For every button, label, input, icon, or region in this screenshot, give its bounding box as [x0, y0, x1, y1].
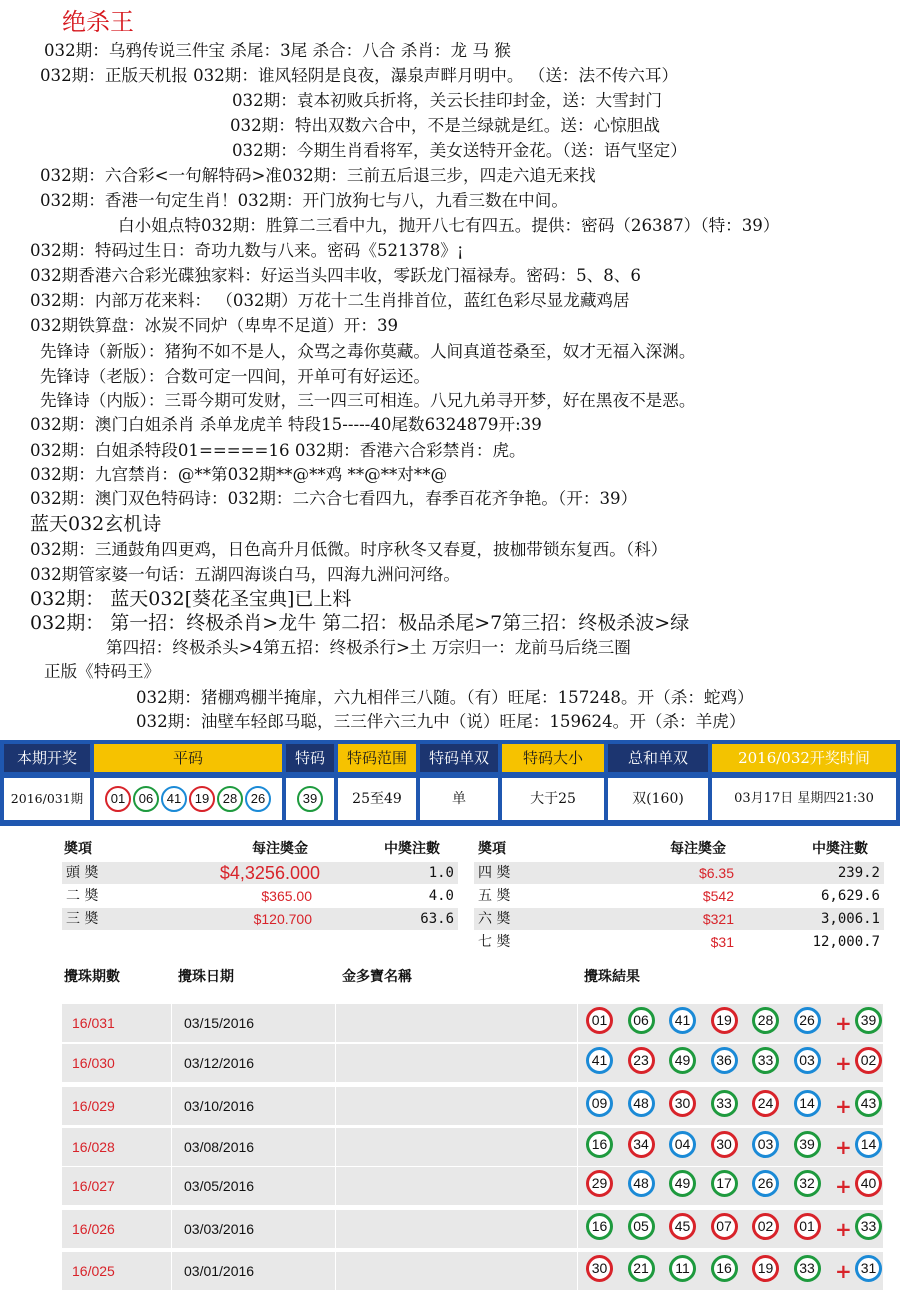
history-date-cell: [172, 1252, 336, 1290]
history-head-date: 攪珠日期: [178, 969, 234, 985]
history-name-cell: [336, 1004, 578, 1042]
result-ball: 30: [711, 1131, 738, 1158]
prize-head-amount: 每注奬金: [670, 841, 726, 857]
history-name-cell: [336, 1167, 578, 1205]
history-date-cell: [172, 1210, 336, 1248]
history-row: [62, 1128, 884, 1166]
result-ball: 26: [794, 1007, 821, 1034]
result-ball: 30: [586, 1255, 613, 1282]
history-result-cell: [578, 1167, 884, 1205]
text-line: 032期：三通鼓角四更鸡，日色高升月低微。时序秋冬又春夏，披枷带锁东复西。（科）: [30, 540, 668, 559]
result-ball: 36: [711, 1047, 738, 1074]
text-line: 032期：香港一句定生肖！032期：开门放狗七与八，九看三数在中间。: [40, 191, 568, 210]
result-ball: 19: [711, 1007, 738, 1034]
prize-count: 63.6: [420, 911, 454, 927]
plus-sign: +: [835, 1011, 852, 1035]
ball: 28: [217, 786, 243, 812]
prize-row: [474, 885, 884, 907]
result-ball: 48: [628, 1170, 655, 1197]
plus-sign: +: [835, 1094, 852, 1118]
result-ball: 49: [669, 1047, 696, 1074]
text-line: 032期： 第一招：终极杀肖>龙牛 第二招：极品杀尾>7第三招：终极杀波>绿: [30, 612, 690, 634]
history-row: [62, 1167, 884, 1205]
prize-amount: $321: [702, 911, 734, 927]
text-line: 先锋诗（新版）：猪狗不如不是人，众骂之毒你莫藏。人间真道苍桑至，奴才无福入深渊。: [40, 342, 696, 361]
result-ball: 39: [794, 1131, 821, 1158]
history-name-cell: [336, 1128, 578, 1166]
result-ball: 11: [669, 1255, 696, 1282]
result-ball: 49: [669, 1170, 696, 1197]
text-line: 蓝天032玄机诗: [30, 513, 162, 535]
text-line: 032期：澳门双色特码诗：032期：二六合七看四九，春季百花齐争艳。（开：39）: [30, 489, 638, 508]
plus-sign: +: [835, 1174, 852, 1198]
draw-sum: 双(160): [608, 778, 708, 820]
prize-head-name: 奬項: [478, 841, 506, 857]
ball: 41: [161, 786, 187, 812]
result-special-ball: 39: [855, 1007, 882, 1034]
result-ball: 30: [669, 1090, 696, 1117]
result-ball: 41: [586, 1047, 613, 1074]
history-head-result: 攪珠結果: [584, 969, 640, 985]
result-ball: 45: [669, 1213, 696, 1240]
text-line: 032期：白姐杀特段01=====16 032期：香港六合彩禁肖：虎。: [30, 441, 526, 460]
prize-amount: $4,3256.000: [219, 863, 320, 883]
text-line: 032期：澳门白姐杀肖 杀单龙虎羊 特段15-----40尾数6324879开:39: [30, 415, 542, 434]
result-ball: 16: [711, 1255, 738, 1282]
result-ball: 33: [711, 1090, 738, 1117]
prize-amount: $120.700: [253, 911, 312, 927]
prize-head-amount: 每注奬金: [252, 841, 308, 857]
result-ball: 48: [628, 1090, 655, 1117]
history-period: 16/031: [72, 1015, 115, 1031]
result-ball: 34: [628, 1131, 655, 1158]
history-period-cell: [62, 1044, 172, 1082]
prize-name: 三 奬: [66, 911, 99, 927]
result-ball: 17: [711, 1170, 738, 1197]
prize-table-right: [474, 838, 884, 958]
result-ball: 23: [628, 1047, 655, 1074]
history-date-cell: [172, 1004, 336, 1042]
text-line: 032期：内部万花来料： （032期）万花十二生肖排首位，蓝红色彩尽显龙藏鸡居: [30, 291, 630, 310]
prize-count: 1.0: [428, 865, 454, 881]
prize-amount: $542: [702, 888, 734, 904]
prize-name: 七 奬: [478, 934, 511, 950]
plus-sign: +: [835, 1259, 852, 1283]
text-line: 032期：乌鸦传说三件宝 杀尾：3尾 杀合：八合 杀肖：龙 马 猴: [44, 41, 511, 60]
prize-count: 3,006.1: [820, 911, 880, 927]
draw-period: 2016/031期: [4, 778, 90, 820]
text-line: 032期：今期生肖看将军，美女送特开金花。（送：语气坚定）: [232, 141, 687, 160]
history-period-cell: [62, 1252, 172, 1290]
history-result-cell: [578, 1004, 884, 1042]
text-line: 032期：油壁车轻郎马聪，三三伴六三九中（说）旺尾：159624。开（杀：羊虎）: [136, 712, 746, 731]
result-ball: 26: [752, 1170, 779, 1197]
history-row: [62, 1087, 884, 1125]
prize-name: 頭 奬: [66, 865, 99, 881]
prize-row: [62, 862, 458, 884]
history-name-cell: [336, 1044, 578, 1082]
history-period-cell: [62, 1128, 172, 1166]
text-line: 白小姐点特032期：胜算二三看中九，抛开八七有四五。提供：密码（26387）（特：39）: [118, 216, 780, 235]
history-period: 16/029: [72, 1098, 115, 1114]
header-odd-even: 特码单双: [420, 744, 498, 772]
result-ball: 16: [586, 1131, 613, 1158]
prize-amount: $31: [710, 934, 734, 950]
result-ball: 03: [794, 1047, 821, 1074]
text-line: 正版《特码王》: [44, 662, 161, 681]
result-special-ball: 02: [855, 1047, 882, 1074]
prize-count: 4.0: [428, 888, 454, 904]
history-name-cell: [336, 1252, 578, 1290]
text-line: 先锋诗（老版）：合数可定一四间，开单可有好运还。: [40, 367, 430, 386]
text-line: 032期铁算盘：冰炭不同炉（卑卑不足道）开：39: [30, 316, 399, 335]
result-ball: 33: [752, 1047, 779, 1074]
prize-head-count: 中奬注數: [812, 841, 868, 857]
history-head-name: 金多寶名稱: [342, 969, 412, 985]
result-ball: 33: [794, 1255, 821, 1282]
history-date: 03/08/2016: [184, 1139, 255, 1155]
prize-row: [62, 885, 458, 907]
text-line: 032期：九宫禁肖：@**第032期**@**鸡 **@**对**@: [30, 465, 448, 484]
current-draw-table: [0, 740, 900, 826]
prize-name: 六 奬: [478, 911, 511, 927]
history-date-cell: [172, 1044, 336, 1082]
prize-row: [474, 862, 884, 884]
result-special-ball: 14: [855, 1131, 882, 1158]
result-ball: 28: [752, 1007, 779, 1034]
header-sum: 总和单双: [608, 744, 708, 772]
prize-name: 四 奬: [478, 865, 511, 881]
result-ball: 32: [794, 1170, 821, 1197]
history-date: 03/15/2016: [184, 1015, 255, 1031]
result-special-ball: 43: [855, 1090, 882, 1117]
history-name-cell: [336, 1087, 578, 1125]
history-row: [62, 1210, 884, 1248]
text-line: 032期：正版天机报 032期：谁风轻阴是良夜，瀑泉声畔月明中。 （送：法不传六耳）: [40, 66, 679, 85]
result-ball: 07: [711, 1213, 738, 1240]
prize-table-left: [62, 838, 458, 934]
draw-odd-even: 单: [420, 778, 498, 820]
plus-sign: +: [835, 1217, 852, 1241]
history-date-cell: [172, 1087, 336, 1125]
history-period: 16/025: [72, 1263, 115, 1279]
draw-size: 大于25: [502, 778, 604, 820]
result-ball: 03: [752, 1131, 779, 1158]
result-ball: 01: [586, 1007, 613, 1034]
header-current-draw: 本期开奖: [4, 744, 90, 772]
special-ball: 39: [297, 786, 323, 812]
prize-count: 6,629.6: [820, 888, 880, 904]
result-ball: 09: [586, 1090, 613, 1117]
prize-row: [474, 908, 884, 930]
history-date-cell: [172, 1128, 336, 1166]
text-line: 第四招：终极杀头>4第五招：终极杀行>土 万宗归一：龙前马后绕三圈: [106, 638, 631, 657]
history-period: 16/028: [72, 1139, 115, 1155]
result-ball: 02: [752, 1213, 779, 1240]
result-ball: 05: [628, 1213, 655, 1240]
header-special: 特码: [286, 744, 334, 772]
ball: 19: [189, 786, 215, 812]
history-period-cell: [62, 1087, 172, 1125]
draw-special-ball: [286, 778, 334, 820]
text-line: 032期：猪棚鸡棚半掩扉，六九相伴三八随。（有）旺尾：157248。开（杀：蛇鸡）: [136, 688, 754, 707]
prize-amount: $365.00: [261, 888, 312, 904]
draw-range: 25至49: [338, 778, 416, 820]
text-line: 先锋诗（内版）：三哥今期可发财，三一四三可相连。八兄九弟寻开梦，好在黑夜不是恶。: [40, 391, 696, 410]
history-date: 03/01/2016: [184, 1263, 255, 1279]
header-time: 2016/032开奖时间: [712, 744, 896, 772]
history-date: 03/12/2016: [184, 1055, 255, 1071]
result-ball: 01: [794, 1213, 821, 1240]
result-ball: 14: [794, 1090, 821, 1117]
page-title: 绝杀王: [62, 8, 134, 36]
prize-head-name: 奬項: [64, 841, 92, 857]
text-line: 032期：袁本初败兵折将，关云长挂印封金，送：大雪封门: [232, 91, 662, 110]
prize-row: [62, 908, 458, 930]
draw-time: 03月17日 星期四21:30: [712, 778, 896, 820]
history-result-cell: [578, 1252, 884, 1290]
result-special-ball: 31: [855, 1255, 882, 1282]
result-ball: 06: [628, 1007, 655, 1034]
result-ball: 16: [586, 1213, 613, 1240]
ball: 06: [133, 786, 159, 812]
result-special-ball: 40: [855, 1170, 882, 1197]
history-date: 03/05/2016: [184, 1178, 255, 1194]
history-row: [62, 1044, 884, 1082]
text-line: 032期香港六合彩光碟独家料：好运当头四丰收，零跃龙门福禄寿。密码：5、8、6: [30, 266, 641, 285]
history-result-cell: [578, 1044, 884, 1082]
history-date: 03/03/2016: [184, 1221, 255, 1237]
result-ball: 19: [752, 1255, 779, 1282]
prize-name: 五 奬: [478, 888, 511, 904]
header-size: 特码大小: [502, 744, 604, 772]
history-period: 16/030: [72, 1055, 115, 1071]
text-line: 032期：特码过生日：奇功九数与八来。密码《521378》¡: [30, 241, 464, 260]
ball: 01: [105, 786, 131, 812]
ball: 26: [245, 786, 271, 812]
result-ball: 24: [752, 1090, 779, 1117]
text-line: 032期：特出双数六合中，不是兰绿就是红。送：心惊胆战: [230, 116, 660, 135]
header-regular: 平码: [94, 744, 282, 772]
prize-row: [474, 931, 884, 953]
result-ball: 41: [669, 1007, 696, 1034]
text-line: 032期：六合彩<一句解特码>准032期：三前五后退三步，四走六追无来找: [40, 166, 596, 185]
prize-count: 12,000.7: [812, 934, 880, 950]
prize-count: 239.2: [837, 865, 880, 881]
history-name-cell: [336, 1210, 578, 1248]
history-result-cell: [578, 1210, 884, 1248]
history-period: 16/026: [72, 1221, 115, 1237]
result-ball: 29: [586, 1170, 613, 1197]
history-period-cell: [62, 1167, 172, 1205]
history-period-cell: [62, 1004, 172, 1042]
history-result-cell: [578, 1128, 884, 1166]
text-line: 032期： 蓝天032[葵花圣宝典]已上料: [30, 588, 352, 610]
history-row: [62, 1252, 884, 1290]
history-date-cell: [172, 1167, 336, 1205]
result-ball: 04: [669, 1131, 696, 1158]
history-head-period: 攪珠期數: [64, 969, 120, 985]
header-range: 特码范围: [338, 744, 416, 772]
history-row: [62, 1004, 884, 1042]
history-result-cell: [578, 1087, 884, 1125]
history-period: 16/027: [72, 1178, 115, 1194]
plus-sign: +: [835, 1051, 852, 1075]
plus-sign: +: [835, 1135, 852, 1159]
text-line: 032期管家婆一句话：五湖四海谈白马，四海九洲问河络。: [30, 565, 460, 584]
result-ball: 21: [628, 1255, 655, 1282]
draw-regular-balls: [94, 778, 282, 820]
prize-name: 二 奬: [66, 888, 99, 904]
prize-head-count: 中奬注數: [384, 841, 440, 857]
prize-amount: $6.35: [698, 865, 734, 881]
history-period-cell: [62, 1210, 172, 1248]
result-special-ball: 33: [855, 1213, 882, 1240]
history-date: 03/10/2016: [184, 1098, 255, 1114]
